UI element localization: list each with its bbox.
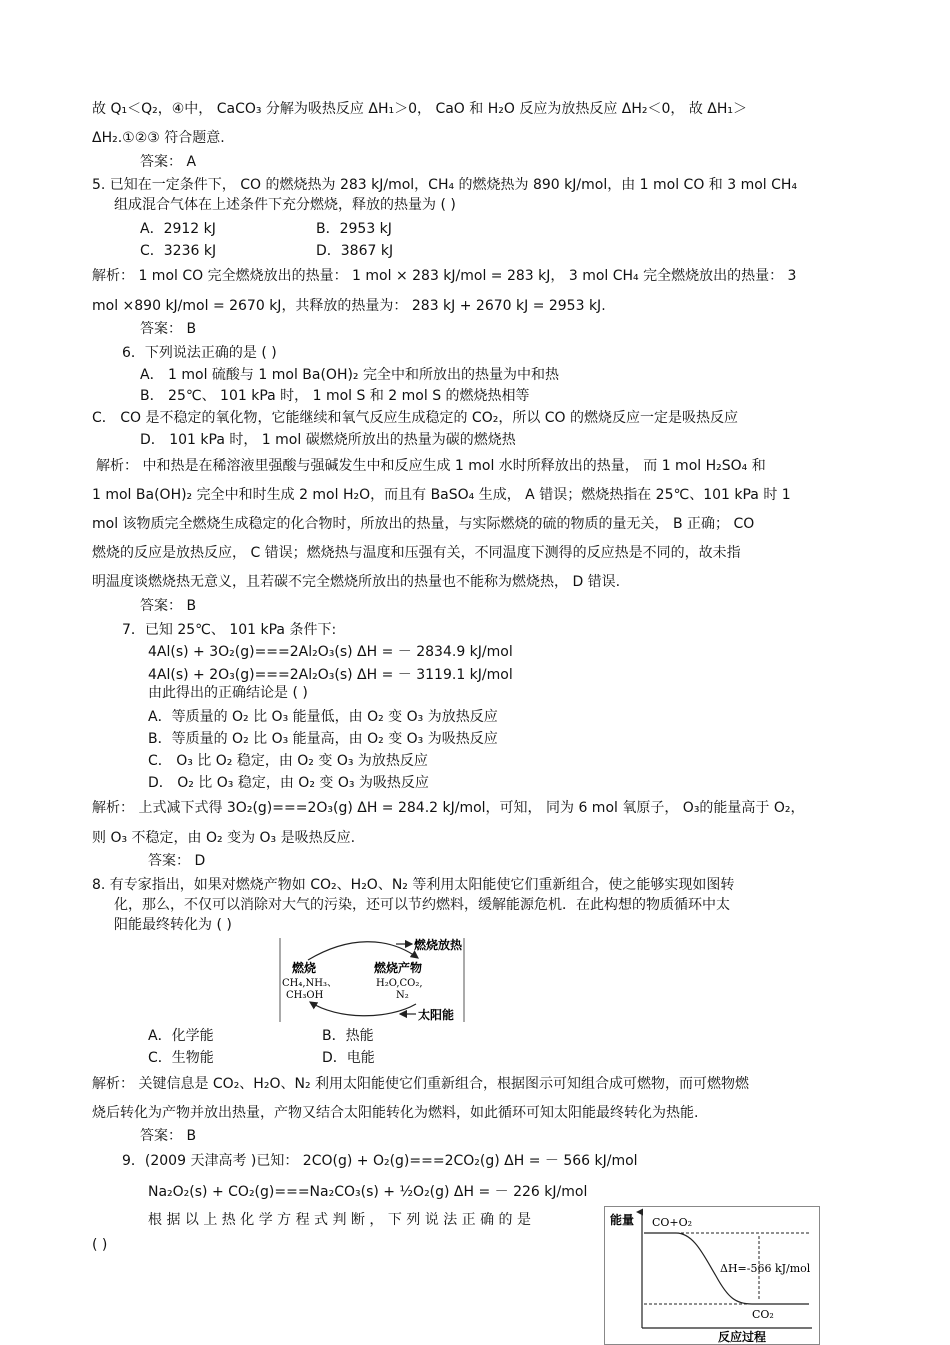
text-line: 答案： A [140, 154, 197, 170]
text-line: 故 Q₁＜Q₂，④中， CaCO₃ 分解为吸热反应 ΔH₁＞0， CaO 和 H₂O 反应为放热反应 ΔH₂＜0， 故 ΔH₁＞ [92, 101, 748, 117]
text-line: mol ×890 kJ/mol = 2670 kJ，共释放的热量为： 283 kJ + 2670 kJ = 2953 kJ. [92, 298, 606, 314]
energy-diagram [604, 1206, 820, 1345]
text-line: 9．(2009 天津高考 )已知： 2CO(g) + O₂(g)===2CO₂(g) ΔH = － 566 kJ/mol [122, 1153, 638, 1169]
product-formula-2: N₂ [396, 990, 409, 1001]
text-line: D．3867 kJ [316, 243, 394, 259]
product-label: CO₂ [752, 1308, 774, 1321]
fuel-title: 燃烧 [292, 961, 317, 975]
text-line: 解析： 上式减下式得 3O₂(g)===2O₃(g) ΔH = 284.2 kJ/mol，可知， 同为 6 mol 氧原子， O₃的能量高于 O₂， [92, 800, 805, 816]
product-formula-1: H₂O,CO₂, [376, 978, 423, 989]
text-line: 烧后转化为产物并放出热量，产物又结合太阳能转化为燃料，如此循环可知太阳能最终转化为热能. [92, 1105, 699, 1121]
text-line: 明温度谈燃烧热无意义，且若碳不完全燃烧所放出的热量也不能称为燃烧热， D 错误. [92, 574, 621, 590]
text-line: 根 据 以 上 热 化 学 方 程 式 判 断 ， 下 列 说 法 正 确 的 是 [148, 1212, 532, 1228]
text-line: 1 mol Ba(OH)₂ 完全中和时生成 2 mol H₂O，而且有 BaSO₄ 生成， A 错误；燃烧热指在 25℃、101 kPa 时 1 [92, 487, 791, 503]
fuel-formula-1: CH₄,NH₃、 [282, 978, 338, 989]
text-line: B．2953 kJ [316, 221, 392, 237]
enthalpy-label: ΔH=-566 kJ/mol [720, 1262, 811, 1275]
x-axis-label: 反应过程 [718, 1330, 767, 1344]
text-line: mol 该物质完全燃烧生成稳定的化合物时，所放出的热量，与实际燃烧的硫的物质的量无关， B 正确； CO [92, 516, 755, 532]
text-line: 解析： 关键信息是 CO₂、H₂O、N₂ 利用太阳能使它们重新组合，根据图示可知组合成可燃物，而可燃物燃 [92, 1076, 749, 1092]
fuel-formula-2: CH₃OH [286, 990, 324, 1001]
text-line: C． O₃ 比 O₂ 稳定，由 O₂ 变 O₃ 为放热反应 [148, 753, 428, 769]
text-line: 解析： 1 mol CO 完全燃烧放出的热量： 1 mol × 283 kJ/mol = 283 kJ， 3 mol CH₄ 完全燃烧放出的热量： 3 [92, 268, 797, 284]
text-line: A．化学能 [148, 1028, 214, 1044]
y-axis-label: 能量 [610, 1213, 635, 1227]
text-line: ( ) [92, 1237, 108, 1253]
text-line: A．2912 kJ [140, 221, 216, 237]
text-line: 7．已知 25℃、 101 kPa 条件下: [122, 622, 337, 638]
text-line: 燃烧的反应是放热反应， C 错误；燃烧热与温度和压强有关，不同温度下测得的反应热是不同的，故未指 [92, 545, 741, 561]
fuel-cycle-diagram [278, 936, 468, 1024]
text-line: 解析： 中和热是在稀溶液里强酸与强碱发生中和反应生成 1 mol 水时所释放出的热量， 而 1 mol H₂SO₄ 和 [96, 458, 766, 474]
text-line: C．3236 kJ [140, 243, 217, 259]
text-line: 则 O₃ 不稳定，由 O₂ 变为 O₃ 是吸热反应. [92, 830, 356, 846]
release-heat-label: 燃烧放热 [414, 938, 463, 952]
text-line: 答案： B [140, 598, 197, 614]
text-line: ΔH₂.①②③ 符合题意. [92, 130, 225, 146]
text-line: B．热能 [322, 1028, 374, 1044]
text-line: C．生物能 [148, 1050, 214, 1066]
text-line: D． 101 kPa 时， 1 mol 碳燃烧所放出的热量为碳的燃烧热 [140, 432, 516, 448]
text-line: 答案： B [140, 1128, 197, 1144]
text-line: Na₂O₂(s) + CO₂(g)===Na₂CO₃(s) + ½O₂(g) ΔH = － 226 kJ/mol [148, 1184, 588, 1200]
solar-label: 太阳能 [418, 1008, 455, 1022]
text-line: A．等质量的 O₂ 比 O₃ 能量低，由 O₂ 变 O₃ 为放热反应 [148, 709, 498, 725]
text-line: 8. 有专家指出，如果对燃烧产物如 CO₂、H₂O、N₂ 等利用太阳能使它们重新组合，使之能够实现如图转 [92, 877, 735, 893]
text-line: B． 25℃、 101 kPa 时， 1 mol S 和 2 mol S 的燃烧热相等 [140, 388, 530, 404]
text-line: 答案： D [148, 853, 206, 869]
text-line: 4Al(s) + 2O₃(g)===2Al₂O₃(s) ΔH = － 3119.1 kJ/mol [148, 667, 513, 683]
product-title: 燃烧产物 [374, 961, 423, 975]
text-line: 5. 已知在一定条件下， CO 的燃烧热为 283 kJ/mol，CH₄ 的燃烧热为 890 kJ/mol，由 1 mol CO 和 3 mol CH₄ [92, 177, 798, 193]
text-line: 6．下列说法正确的是 ( ) [122, 345, 277, 361]
reactant-label: CO+O₂ [652, 1216, 693, 1229]
text-line: 答案： B [140, 321, 197, 337]
text-line: B．等质量的 O₂ 比 O₃ 能量高，由 O₂ 变 O₃ 为吸热反应 [148, 731, 498, 747]
text-line: 4Al(s) + 3O₂(g)===2Al₂O₃(s) ΔH = － 2834.9 kJ/mol [148, 644, 513, 660]
text-line: 组成混合气体在上述条件下充分燃烧，释放的热量为 ( ) [114, 197, 456, 213]
text-line: D．电能 [322, 1050, 375, 1066]
text-line: A． 1 mol 硫酸与 1 mol Ba(OH)₂ 完全中和所放出的热量为中和热 [140, 367, 559, 383]
text-line: 化，那么，不仅可以消除对大气的污染，还可以节约燃料，缓解能源危机．在此构想的物质循环中太 [114, 897, 730, 913]
text-line: 阳能最终转化为 ( ) [114, 917, 232, 933]
text-line: D． O₂ 比 O₃ 稳定，由 O₂ 变 O₃ 为吸热反应 [148, 775, 429, 791]
text-line: C． CO 是不稳定的氧化物，它能继续和氧气反应生成稳定的 CO₂，所以 CO 的燃烧反应一定是吸热反应 [92, 410, 739, 426]
text-line: 由此得出的正确结论是 ( ) [148, 685, 308, 701]
